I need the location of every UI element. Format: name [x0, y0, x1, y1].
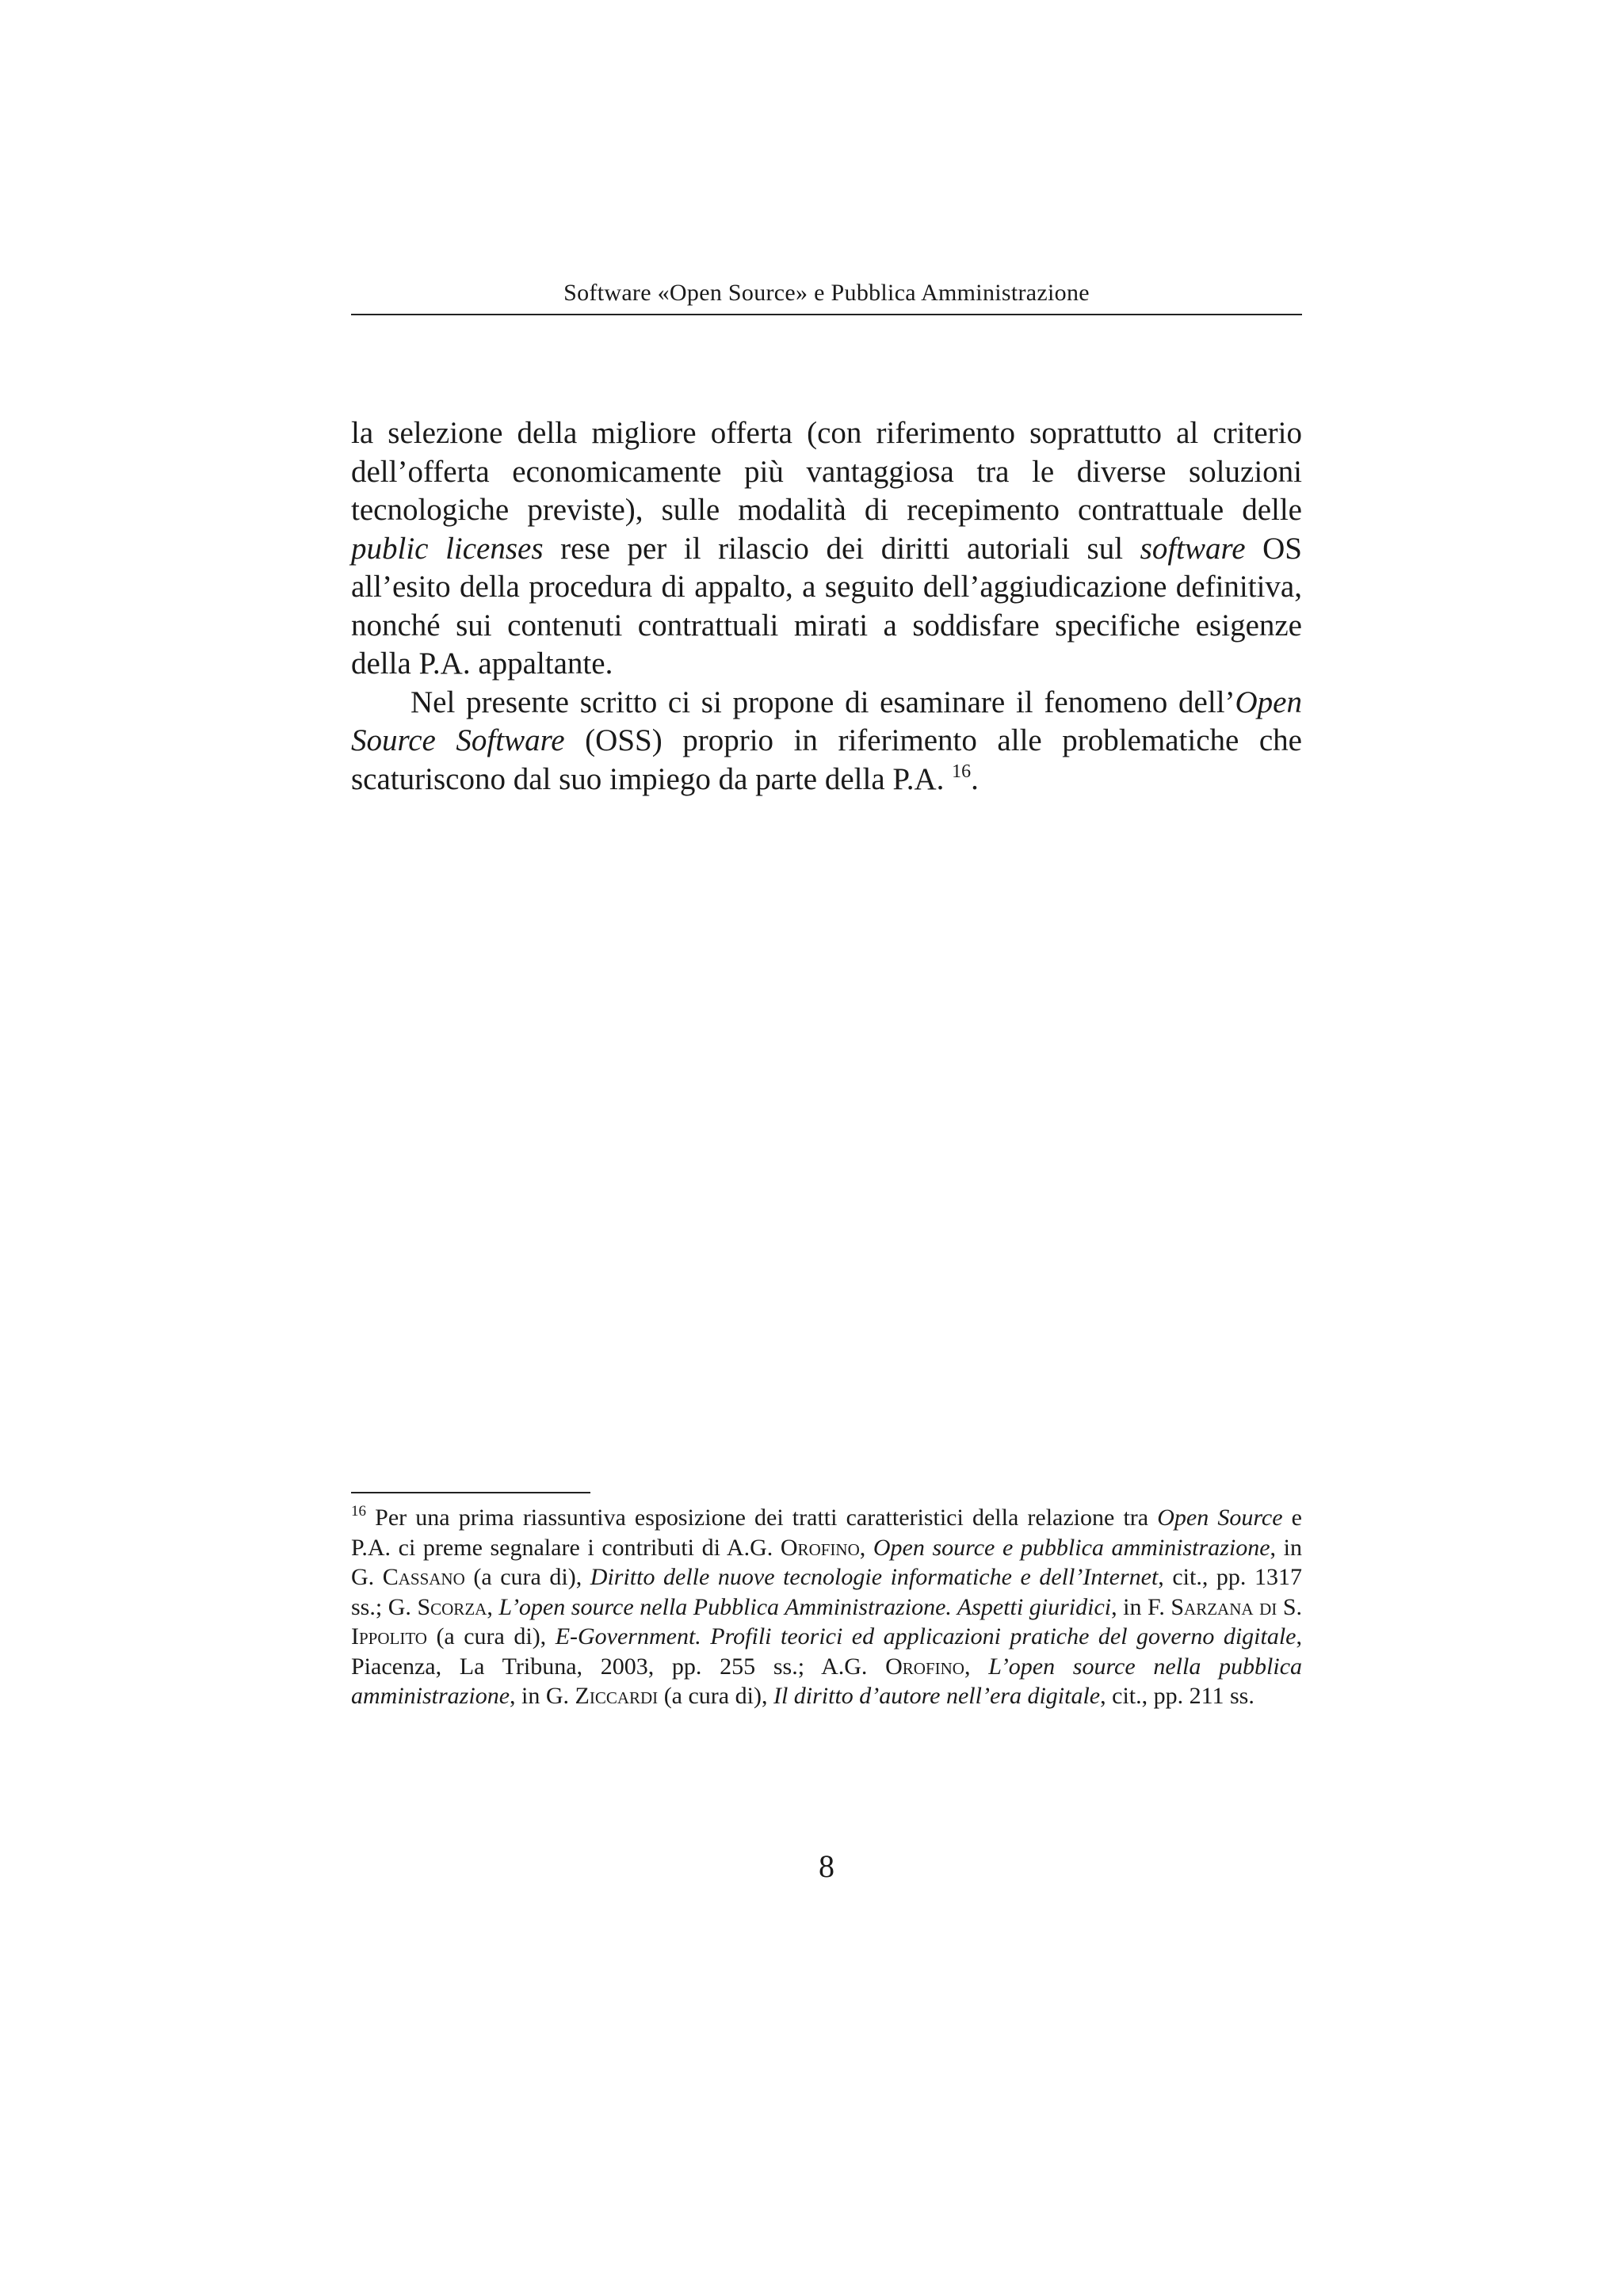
italic-title: L’open source nella pubblica amministrazione — [351, 1653, 1303, 1709]
author-name: Ziccardi — [575, 1683, 659, 1709]
author-name: Scorza — [417, 1593, 487, 1620]
text-run: , — [964, 1653, 989, 1680]
page-number: 8 — [819, 1848, 834, 1884]
italic-title: L’open source nella Pubblica Amministrazione. Aspetti giuridici — [498, 1593, 1112, 1620]
author-name: Orofino — [885, 1653, 964, 1680]
text-run: (a cura di), — [658, 1683, 773, 1709]
italic-title: E-Government. Profili teorici ed applicazioni pratiche del governo digitale — [555, 1623, 1296, 1650]
text-run: Per una prima riassuntiva esposizione dei tratti caratteristici della relazione tra — [366, 1505, 1158, 1531]
text-run: e P.A. ci preme segnalare i contributi di A.G. — [351, 1505, 1302, 1561]
paragraph-2 — [351, 684, 1302, 799]
text-run: , cit., pp. 211 ss. — [1100, 1683, 1254, 1709]
running-head: Software «Open Source» e Pubblica Amministrazione — [563, 280, 1090, 306]
text-run: OS all’esito della procedura di appalto, a seguito dell’aggiudicazione definitiva, nonché sui contenuti contrattuali mirati a soddisfare specifiche esigenze della P.A. appaltante. — [351, 531, 1302, 681]
footnote-rule — [351, 1492, 590, 1493]
text-run: (OSS) proprio in riferimento alle problematiche che scaturiscono dal suo impiego da parte della P.A. — [351, 723, 1302, 796]
italic-term: public licenses — [351, 531, 544, 566]
text-run: , in G. — [351, 1534, 1302, 1590]
text-run: , — [859, 1534, 873, 1561]
text-run: (a cura di), — [426, 1623, 556, 1650]
author-name: Sarzana di — [1170, 1593, 1277, 1620]
text-run: Nel presente scritto ci si propone di esaminare il fenomeno dell’ — [411, 685, 1235, 719]
text-run: , cit., pp. 1317 ss.; G. — [351, 1564, 1302, 1620]
footnote-16 — [351, 1503, 1302, 1711]
author-name: Ippolito — [351, 1623, 427, 1650]
paragraph-1 — [351, 414, 1302, 684]
text-run: (a cura di), — [464, 1564, 590, 1590]
italic-title: Diritto delle nuove tecnologie informatiche e dell’Internet — [590, 1564, 1159, 1590]
italic-title: Il diritto d’autore nell’era digitale — [773, 1683, 1101, 1709]
italic-term: Open Source Software — [351, 685, 1302, 757]
italic-title: Open source e pubblica amministrazione — [873, 1534, 1270, 1561]
text-run: rese per il rilascio dei diritti autoriali sul — [543, 531, 1140, 566]
text-run: , Piacenza, La Tribuna, 2003, pp. 255 ss.; A.G. — [351, 1623, 1302, 1680]
text-run: S. — [1277, 1593, 1302, 1620]
footnote-text — [351, 1503, 1302, 1711]
body-text — [351, 414, 1302, 799]
italic-title: Open Source — [1157, 1505, 1283, 1531]
italic-term: software — [1140, 531, 1246, 566]
footnote-reference[interactable]: 16 — [952, 761, 972, 782]
text-run: la selezione della migliore offerta (con riferimento soprattutto al criterio dell’offerta economicamente più vantaggiosa tra le diverse soluzioni tecnologiche previste), sulle modalità di recepimento contrattuale delle — [351, 416, 1302, 527]
author-name: Cassano — [382, 1564, 465, 1590]
text-run: , in F. — [1111, 1593, 1171, 1620]
text-run: , — [487, 1593, 499, 1620]
text-run: , in G. — [510, 1683, 575, 1709]
text-run: . — [971, 761, 979, 796]
author-name: Orofino — [780, 1534, 860, 1561]
header-rule — [351, 314, 1302, 315]
footnote-number: 16 — [351, 1503, 366, 1520]
